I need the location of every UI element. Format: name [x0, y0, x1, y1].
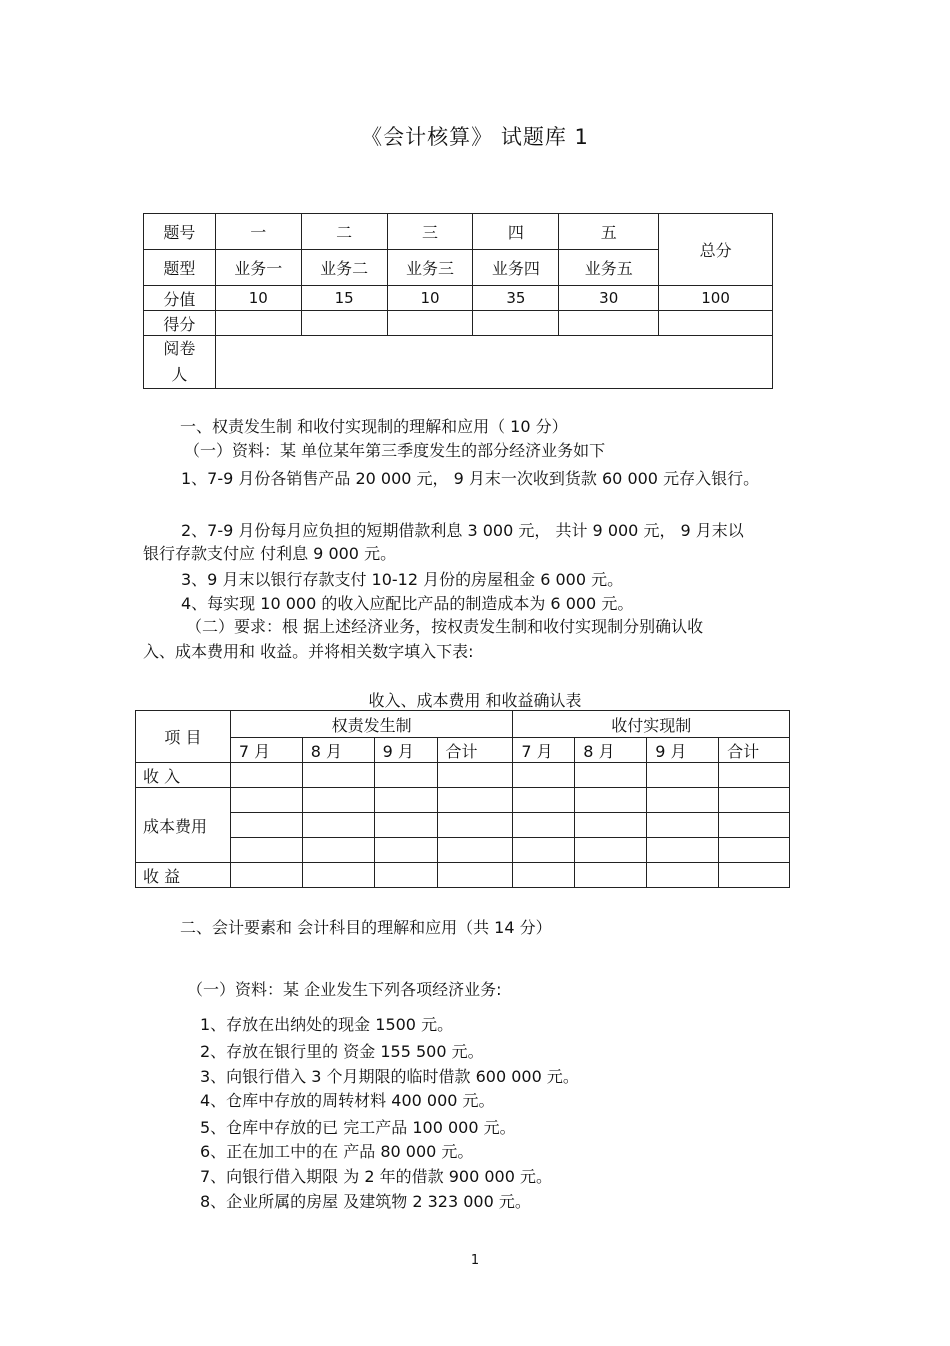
- points-value: 10: [387, 286, 473, 311]
- answer-cell[interactable]: [719, 813, 790, 838]
- answer-cell[interactable]: [513, 863, 575, 888]
- section2-item: 6、正在加工中的在 产品 80 000 元。: [200, 1142, 474, 1161]
- question-type: 业务三: [387, 250, 473, 286]
- answer-cell[interactable]: [302, 813, 374, 838]
- section2-item: 8、企业所属的房屋 及建筑物 2 323 000 元。: [200, 1192, 531, 1211]
- answer-cell[interactable]: [230, 838, 302, 863]
- question-no: 三: [387, 214, 473, 250]
- answer-cell[interactable]: [437, 863, 513, 888]
- question-no: 四: [473, 214, 559, 250]
- answer-cell[interactable]: [437, 813, 513, 838]
- total-header: 合计: [437, 738, 513, 763]
- row-cost-label: 成本费用: [136, 788, 231, 863]
- section1-item3: 3、9 月末以银行存款支付 10-12 月份的房屋租金 6 000 元。: [181, 570, 624, 589]
- section2-heading: 二、会计要素和 会计科目的理解和应用（共 14 分）: [180, 918, 552, 937]
- header-points: 分值: [144, 286, 216, 311]
- question-type: 业务一: [215, 250, 301, 286]
- row-income-label: 收 入: [136, 763, 231, 788]
- answer-cell[interactable]: [513, 838, 575, 863]
- reviewer-cell[interactable]: [215, 336, 772, 389]
- answer-cell[interactable]: [575, 863, 647, 888]
- answer-cell[interactable]: [374, 788, 437, 813]
- confirm-table-caption: 收入、成本费用 和收益确认表: [368, 691, 582, 710]
- answer-cell[interactable]: [719, 788, 790, 813]
- answer-cell[interactable]: [302, 788, 374, 813]
- reviewer-label-line1: 阅卷: [163, 339, 196, 358]
- confirm-table: [135, 710, 790, 888]
- answer-cell[interactable]: [230, 813, 302, 838]
- answer-cell[interactable]: [302, 838, 374, 863]
- answer-cell[interactable]: [374, 863, 437, 888]
- total-header: 合计: [719, 738, 790, 763]
- answer-cell[interactable]: [230, 863, 302, 888]
- answer-cell[interactable]: [513, 813, 575, 838]
- month-header: 7 月: [230, 738, 302, 763]
- section1-item2-line2: 银行存款支付应 付利息 9 000 元。: [143, 544, 397, 563]
- points-value: 15: [301, 286, 387, 311]
- month-header: 8 月: [302, 738, 374, 763]
- row-profit-label: 收 益: [136, 863, 231, 888]
- answer-cell[interactable]: [647, 813, 719, 838]
- section2-item: 4、仓库中存放的周转材料 400 000 元。: [200, 1091, 495, 1110]
- section1-requirement-line1: （二）要求：根 据上述经济业务，按权责发生制和收付实现制分别确认收: [186, 617, 704, 636]
- reviewer-label-line2: 人: [171, 365, 188, 384]
- question-type: 业务二: [301, 250, 387, 286]
- answer-cell[interactable]: [647, 788, 719, 813]
- page-number: 1: [470, 1253, 480, 1268]
- score-table: [143, 213, 773, 389]
- answer-cell[interactable]: [437, 838, 513, 863]
- score-cell[interactable]: [659, 311, 773, 336]
- question-type: 业务五: [559, 250, 659, 286]
- points-value: 10: [215, 286, 301, 311]
- answer-cell[interactable]: [302, 863, 374, 888]
- section1-item2-line1: 2、7-9 月份每月应负担的短期借款利息 3 000 元， 共计 9 000 元， 9 月末以: [181, 521, 744, 540]
- section1-item4: 4、每实现 10 000 的收入应配比产品的制造成本为 6 000 元。: [181, 594, 634, 613]
- score-cell[interactable]: [387, 311, 473, 336]
- answer-cell[interactable]: [374, 763, 437, 788]
- answer-cell[interactable]: [437, 763, 513, 788]
- header-score: 得分: [144, 311, 216, 336]
- score-cell[interactable]: [559, 311, 659, 336]
- answer-cell[interactable]: [230, 763, 302, 788]
- month-header: 9 月: [647, 738, 719, 763]
- answer-cell[interactable]: [513, 763, 575, 788]
- cash-basis-header: 收付实现制: [513, 711, 790, 738]
- section2-material: （一）资料：某 企业发生下列各项经济业务:: [187, 980, 502, 999]
- points-value: 30: [559, 286, 659, 311]
- question-type: 业务四: [473, 250, 559, 286]
- answer-cell[interactable]: [719, 763, 790, 788]
- answer-cell[interactable]: [719, 863, 790, 888]
- section2-item: 2、存放在银行里的 资金 155 500 元。: [200, 1042, 484, 1061]
- answer-cell[interactable]: [575, 763, 647, 788]
- month-header: 8 月: [575, 738, 647, 763]
- section1-material: （一）资料：某 单位某年第三季度发生的部分经济业务如下: [184, 441, 606, 460]
- answer-cell[interactable]: [647, 863, 719, 888]
- points-value: 35: [473, 286, 559, 311]
- score-cell[interactable]: [215, 311, 301, 336]
- answer-cell[interactable]: [575, 813, 647, 838]
- answer-cell[interactable]: [437, 788, 513, 813]
- question-no: 一: [215, 214, 301, 250]
- header-question-type: 题型: [144, 250, 216, 286]
- section2-item: 5、仓库中存放的已 完工产品 100 000 元。: [200, 1118, 516, 1137]
- item-header: 项 目: [136, 711, 231, 763]
- question-no: 五: [559, 214, 659, 250]
- answer-cell[interactable]: [575, 838, 647, 863]
- section1-requirement-line2: 入、成本费用和 收益。并将相关数字填入下表:: [143, 642, 474, 661]
- page-title: 《会计核算》 试题库 1: [361, 125, 589, 149]
- section2-item: 7、向银行借入期限 为 2 年的借款 900 000 元。: [200, 1167, 552, 1186]
- answer-cell[interactable]: [374, 838, 437, 863]
- answer-cell[interactable]: [513, 788, 575, 813]
- section1-item1: 1、7-9 月份各销售产品 20 000 元， 9 月末一次收到货款 60 000 元存入银行。: [181, 469, 760, 488]
- answer-cell[interactable]: [647, 838, 719, 863]
- total-score-header: 总分: [659, 214, 773, 286]
- answer-cell[interactable]: [302, 763, 374, 788]
- answer-cell[interactable]: [230, 788, 302, 813]
- answer-cell[interactable]: [719, 838, 790, 863]
- section1-heading: 一、权责发生制 和收付实现制的理解和应用（ 10 分）: [180, 417, 568, 436]
- header-question-no: 题号: [144, 214, 216, 250]
- answer-cell[interactable]: [374, 813, 437, 838]
- question-no: 二: [301, 214, 387, 250]
- score-cell[interactable]: [473, 311, 559, 336]
- answer-cell[interactable]: [647, 763, 719, 788]
- month-header: 9 月: [374, 738, 437, 763]
- points-total: 100: [659, 286, 773, 311]
- section2-item: 1、存放在出纳处的现金 1500 元。: [200, 1015, 454, 1034]
- score-cell[interactable]: [301, 311, 387, 336]
- answer-cell[interactable]: [575, 788, 647, 813]
- month-header: 7 月: [513, 738, 575, 763]
- header-reviewer: [144, 336, 216, 389]
- section2-item: 3、向银行借入 3 个月期限的临时借款 600 000 元。: [200, 1067, 579, 1086]
- accrual-basis-header: 权责发生制: [230, 711, 513, 738]
